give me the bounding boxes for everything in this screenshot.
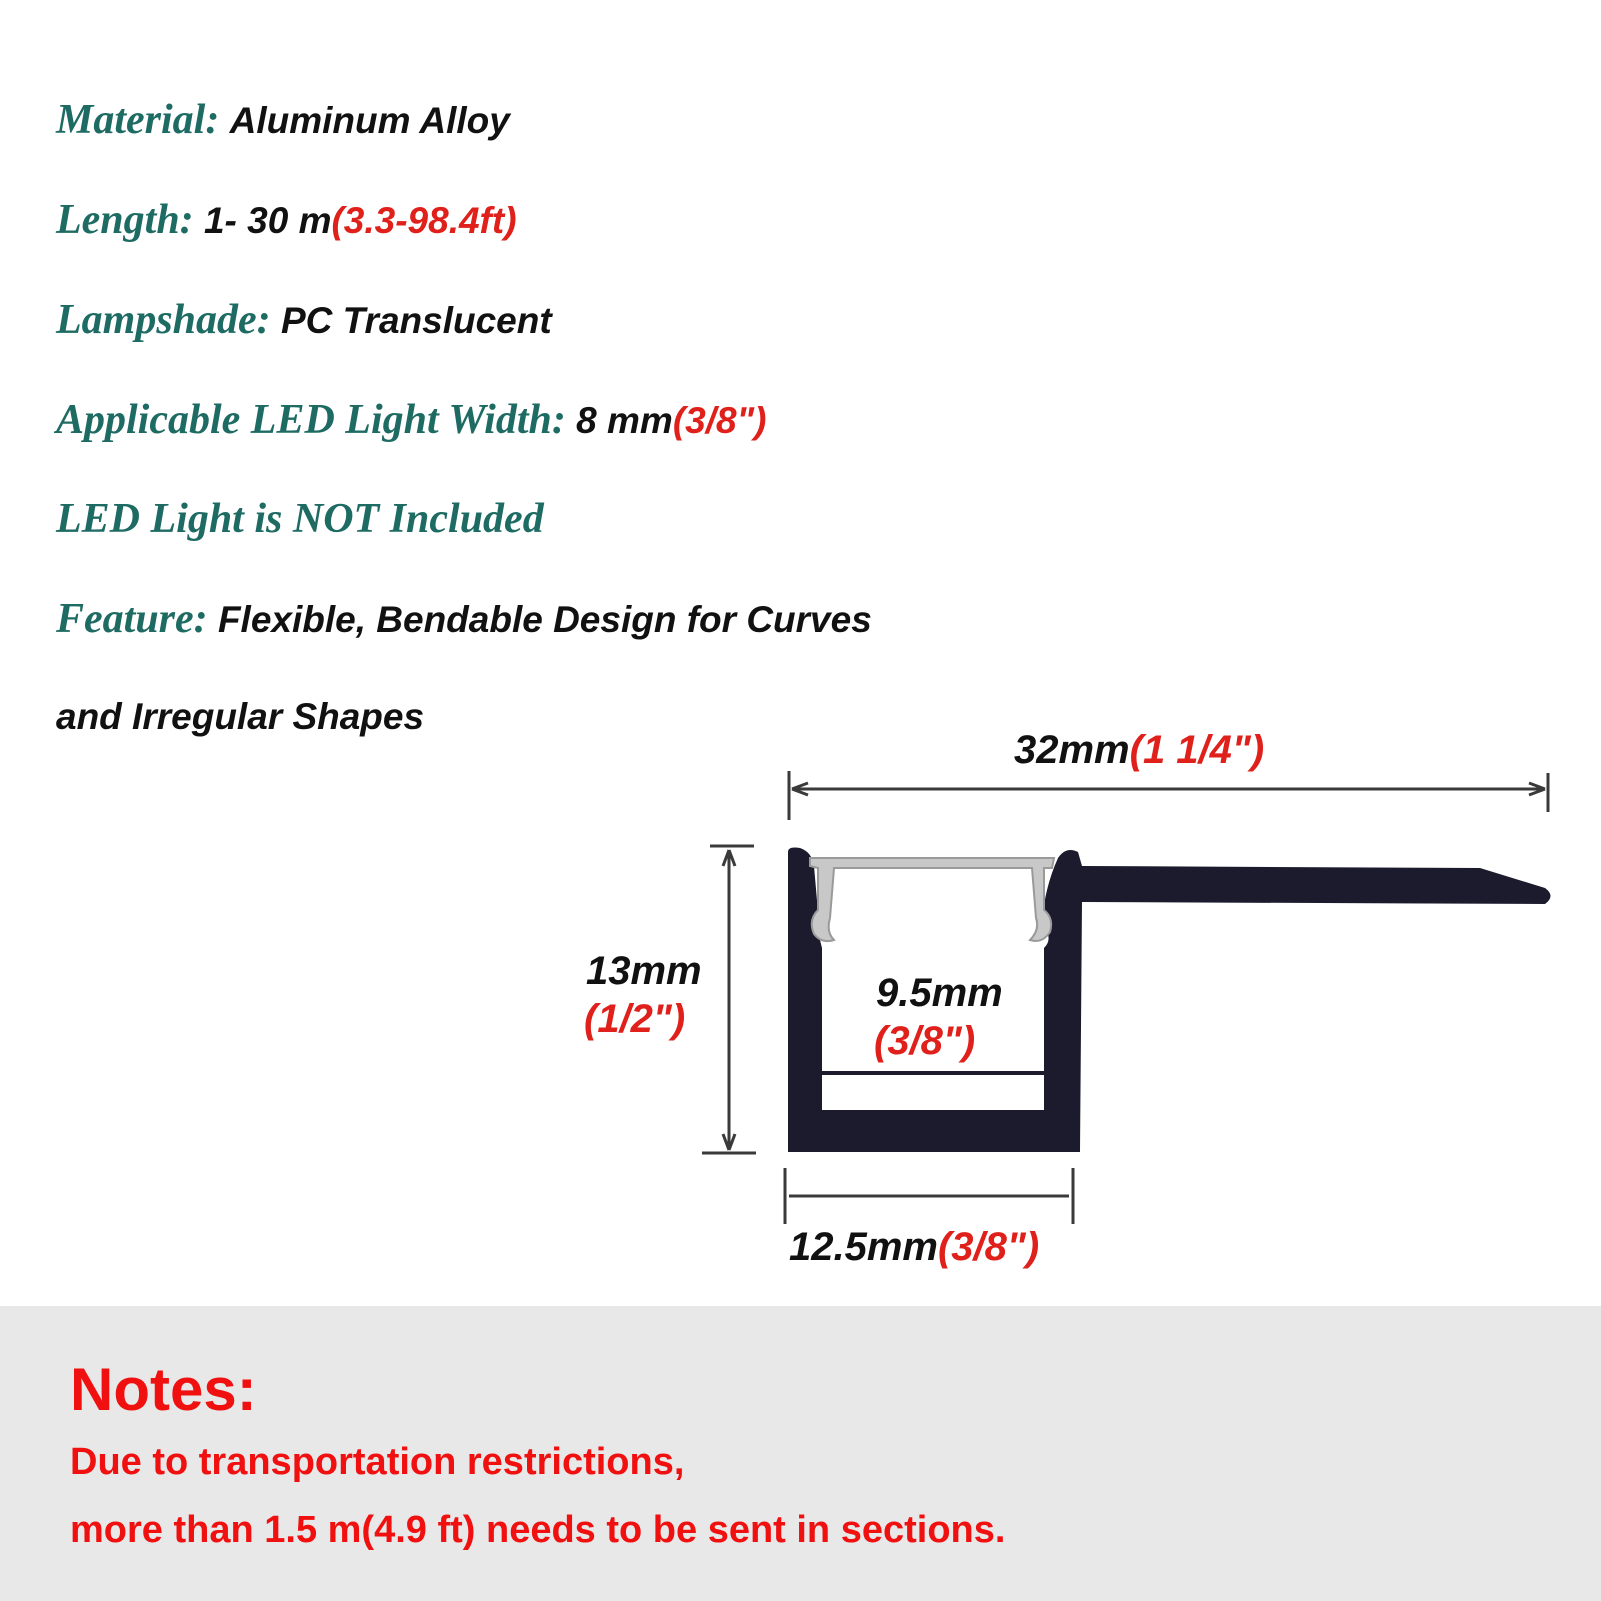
label-overall-width — [1014, 728, 1264, 772]
label-inner-width-value: 9.5mm — [876, 971, 1003, 1015]
spec-feature-label: Feature: — [56, 596, 208, 642]
notes-line-1: Due to transportation restrictions, — [70, 1441, 685, 1483]
dimension-height — [702, 846, 756, 1153]
spec-led-width-label: Applicable LED Light Width: — [56, 397, 566, 443]
dimension-base-width — [785, 1168, 1073, 1224]
spec-length-label: Length: — [56, 197, 194, 243]
label-overall-width-alt: (1 1/4") — [1129, 728, 1265, 772]
spec-length-value-alt: (3.3-98.4ft) — [331, 200, 517, 241]
spec-lampshade-label: Lampshade: — [56, 297, 271, 343]
label-height-alt: (1/2") — [584, 997, 686, 1041]
spec-feature-value-cont: and Irregular Shapes — [56, 696, 425, 737]
spec-feature-value: Flexible, Bendable Design for Curves — [217, 599, 872, 640]
spec-material-label: Material: — [56, 97, 220, 143]
spec-led-included-label: LED Light is NOT Included — [56, 496, 544, 542]
label-base-width — [789, 1225, 1039, 1269]
label-overall-width-value: 32mm — [1014, 728, 1130, 772]
label-inner-width-alt: (3/8") — [874, 1019, 976, 1063]
label-base-width-alt: (3/8") — [937, 1225, 1040, 1269]
lampshade-cover — [810, 858, 1054, 941]
label-height-value: 13mm — [586, 949, 702, 993]
notes-title: Notes: — [70, 1356, 257, 1423]
spec-lampshade-value: PC Translucent — [280, 300, 552, 341]
label-base-width-value: 12.5mm — [789, 1225, 938, 1269]
dimension-overall-width — [789, 771, 1548, 820]
spec-material-value: Aluminum Alloy — [229, 100, 510, 141]
spec-led-width-value-alt: (3/8") — [672, 400, 767, 441]
spec-length-value: 1- 30 m — [203, 200, 332, 241]
spec-led-width-value: 8 mm — [576, 400, 673, 441]
notes-line-2: more than 1.5 m(4.9 ft) needs to be sent in sections. — [70, 1509, 1006, 1551]
